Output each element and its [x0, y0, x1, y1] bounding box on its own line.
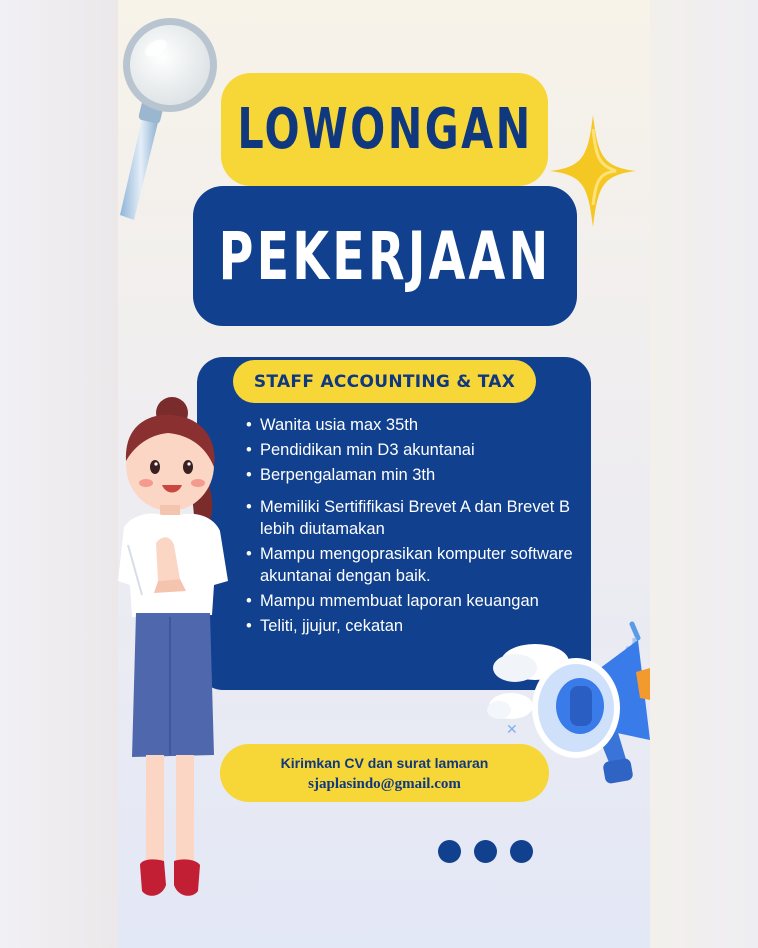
decor-dot	[510, 840, 533, 863]
requirement-item: • Mampu mengoprasikan komputer software akuntanai dengan baik.	[246, 543, 576, 587]
right-margin	[650, 0, 758, 948]
requirement-item: • Wanita usia max 35th	[246, 414, 576, 436]
title-line1: LOWONGAN	[236, 97, 533, 162]
requirement-item: • Teliti, jjujur, cekatan	[246, 615, 576, 637]
contact-instruction: Kirimkan CV dan surat lamaran	[280, 755, 489, 771]
woman-illustration	[110, 395, 245, 900]
requirement-item: • Mampu mmembuat laporan keuangan	[246, 590, 576, 612]
decor-dot	[474, 840, 497, 863]
title-line2: PEKERJAAN	[218, 217, 552, 295]
requirements-list	[246, 414, 576, 640]
svg-text:✕: ✕	[506, 722, 518, 738]
decor-dot	[438, 840, 461, 863]
contact-box	[220, 744, 549, 802]
requirement-item: • Berpengalaman min 3th	[246, 464, 576, 486]
requirement-item: • Memiliki Sertififikasi Brevet A dan Brevet B lebih diutamakan	[246, 496, 576, 540]
position-title: STAFF ACCOUNTING & TAX	[253, 371, 516, 392]
left-margin	[0, 0, 118, 948]
contact-email[interactable]: sjaplasindo@gmail.com	[308, 776, 461, 792]
title-line1-box	[221, 73, 548, 186]
title-line2-box	[193, 186, 577, 326]
requirement-item: • Pendidikan min D3 akuntanai	[246, 439, 576, 461]
position-badge	[233, 360, 536, 403]
